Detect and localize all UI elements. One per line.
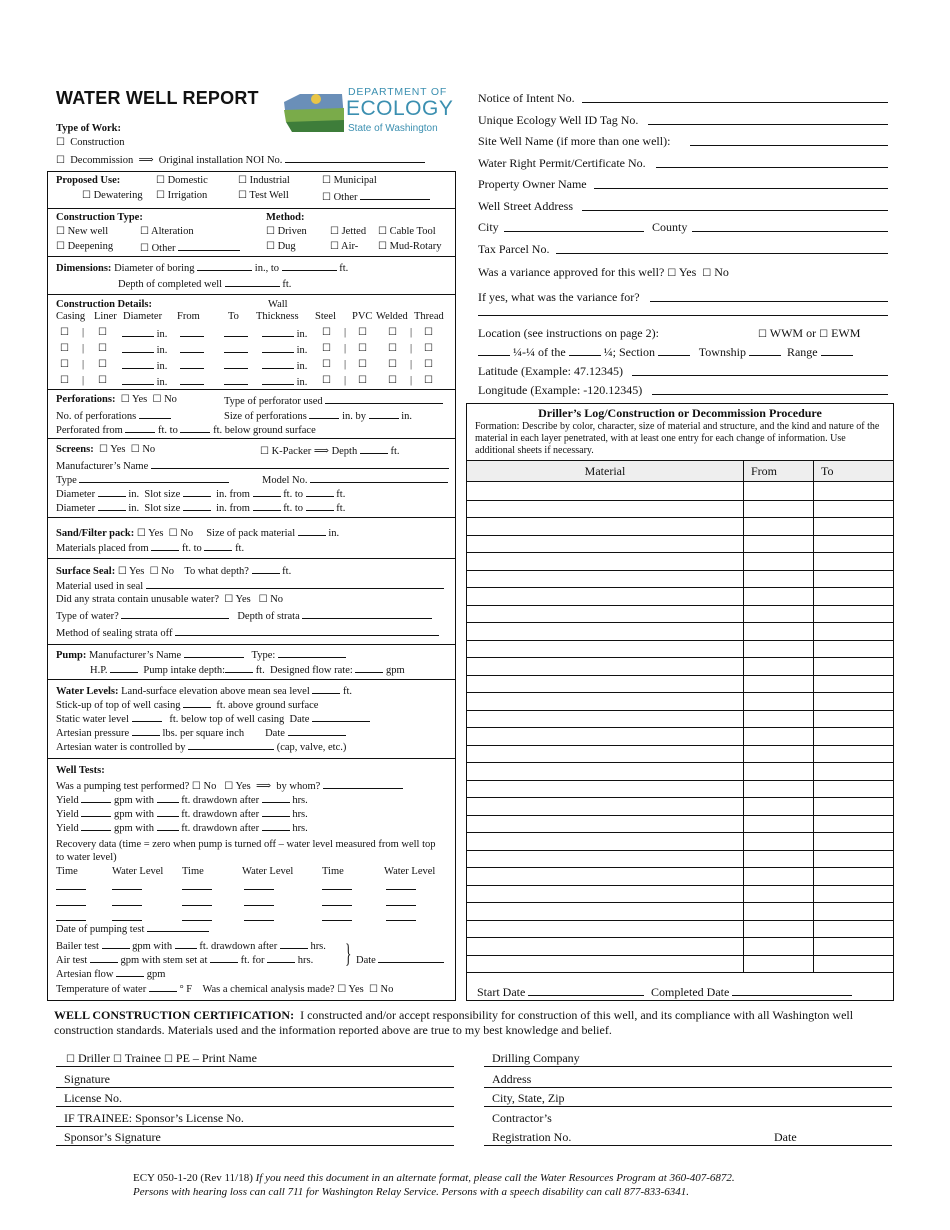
screens-section: Screens: ☐ Yes ☐ No ☐ K-Packer ⟹ Depth ft. Manufacturer’s Name Type Model No. Diameter in. Slot size in. from ft. to ft. Diameter in. Slot size in. from ft. to ft. bbox=[48, 439, 455, 518]
water-levels-section: Water Levels: Land-surface elevation above mean sea level ft. Stick-up of top of well casing ft. above ground surface Static water level ft. below top of well casing Date Artesian pressure lbs. per square inch Date Artesian water is controlled by (cap, valve, etc.) bbox=[48, 680, 455, 759]
recovery-field[interactable] bbox=[386, 905, 416, 906]
arrow-right-icon: ⟹ bbox=[313, 446, 329, 457]
recovery-field[interactable] bbox=[322, 920, 352, 921]
log-row-line bbox=[467, 937, 893, 938]
parcel-field[interactable]: Tax Parcel No. bbox=[478, 242, 888, 256]
recovery-field[interactable] bbox=[56, 920, 86, 921]
license-field[interactable]: License No. bbox=[56, 1091, 454, 1107]
latitude-field[interactable]: Latitude (Example: 47.12345) bbox=[478, 364, 888, 378]
log-row-line bbox=[467, 885, 893, 886]
log-row-line bbox=[467, 535, 893, 536]
trainee-license-field[interactable]: IF TRAINEE: Sponsor’s License No. bbox=[56, 1111, 454, 1127]
log-row-line bbox=[467, 902, 893, 903]
arrow-right-icon: ⟹ bbox=[138, 155, 154, 166]
log-row-line bbox=[467, 622, 893, 623]
washington-map-icon bbox=[282, 88, 346, 136]
pvc-checkbox[interactable]: ☐ bbox=[358, 327, 367, 338]
liner-checkbox[interactable]: ☐ bbox=[98, 343, 107, 354]
variance-question: Was a variance approved for this well? ☐ Yes ☐ No bbox=[478, 265, 729, 279]
log-row-line bbox=[467, 727, 893, 728]
logo-ecology: ECOLOGY bbox=[346, 97, 454, 120]
tag-field[interactable]: Unique Ecology Well ID Tag No. bbox=[478, 113, 888, 127]
casing-checkbox[interactable]: ☐ bbox=[60, 359, 69, 370]
pvc-checkbox[interactable]: ☐ bbox=[358, 343, 367, 354]
jetted-option[interactable]: ☐ Jetted bbox=[330, 226, 367, 237]
arrow-right-icon: ⟹ bbox=[255, 781, 272, 792]
company-address-field[interactable]: Address bbox=[484, 1072, 892, 1088]
recovery-field[interactable] bbox=[386, 889, 416, 890]
log-row-line bbox=[467, 850, 893, 851]
log-row-line bbox=[467, 780, 893, 781]
thread-checkbox[interactable]: ☐ bbox=[424, 375, 433, 386]
municipal-option[interactable]: ☐ Municipal bbox=[322, 175, 377, 186]
dewatering-option[interactable]: ☐ Dewatering bbox=[82, 190, 143, 201]
irrigation-option[interactable]: ☐ Irrigation bbox=[156, 190, 208, 201]
location-label: Location (see instructions on page 2): ☐ WWM or ☐ EWM bbox=[478, 326, 861, 340]
material-header: Material bbox=[467, 461, 743, 482]
sand-filter-section: Sand/Filter pack: ☐ Yes ☐ No Size of pack material in. Materials placed from ft. to ft. bbox=[48, 518, 455, 559]
boring-field[interactable] bbox=[197, 261, 252, 271]
footer: ECY 050-1-20 (Rev 11/18) If you need this document in an alternate format, please call the Water Resources Program at 360-407-6872. Persons with hearing loss can call 711 for Washington Relay Service. Persons with a speech disability can call 877-833-6341. bbox=[133, 1172, 735, 1198]
checkbox-icon[interactable]: ☐ bbox=[56, 137, 65, 148]
steel-checkbox[interactable]: ☐ bbox=[322, 359, 331, 370]
site-name-field[interactable]: Site Well Name (if more than one well): bbox=[478, 134, 888, 148]
driven-option[interactable]: ☐ Driven bbox=[266, 226, 307, 237]
boring-depth-field[interactable] bbox=[282, 261, 337, 271]
thread-checkbox[interactable]: ☐ bbox=[424, 359, 433, 370]
registration-field[interactable]: Registration No. Date bbox=[484, 1130, 892, 1146]
perforations-section: Perforations: ☐ Yes ☐ No Type of perforator used No. of perforations Size of perforations in. by in. Perforated from ft. to ft. below ground surface bbox=[48, 390, 455, 439]
well-tests-section: Well Tests: Was a pumping test performed? ☐ No ☐ Yes ⟹ by whom? Yield gpm with ft. drawdown after hrs. Yield gpm with ft. drawdown after hrs. Yield gpm with ft. drawdown after hrs. Recovery data (time = zero when pump is turned off – water level measured from well top to water level) Time Water Level Time Water Level Time Water Level Date of pumping test Bailer test gpm with ft. drawdown after hrs. Air test gpm with stem set at ft. for hrs. } Date Artesian flow gpm Temperature of water ° F Was a chemical analysis made? ☐ Yes ☐ No bbox=[48, 759, 455, 1000]
test-well-option[interactable]: ☐ Test Well bbox=[238, 190, 289, 201]
recovery-field[interactable] bbox=[244, 920, 274, 921]
log-row-line bbox=[467, 920, 893, 921]
variance-field[interactable]: If yes, what was the variance for? bbox=[478, 290, 888, 304]
notice-field[interactable]: Notice of Intent No. bbox=[478, 91, 888, 105]
casing-checkbox[interactable]: ☐ bbox=[60, 375, 69, 386]
log-row-line bbox=[467, 815, 893, 816]
log-row-line bbox=[467, 867, 893, 868]
permit-field[interactable]: Water Right Permit/Certificate No. bbox=[478, 156, 888, 170]
steel-checkbox[interactable]: ☐ bbox=[322, 343, 331, 354]
recovery-field[interactable] bbox=[386, 920, 416, 921]
log-header: Driller’s Log/Construction or Decommission Procedure Formation: Describe by color, character, size of material and structure, and the kind and nature of the material in each layer penetrated, with at least one entry for each change of information. Use additional sheets if necessary. bbox=[467, 404, 893, 461]
log-row-line bbox=[467, 570, 893, 571]
recovery-field[interactable] bbox=[112, 920, 142, 921]
steel-checkbox[interactable]: ☐ bbox=[322, 375, 331, 386]
alteration-option[interactable]: ☐ Alteration bbox=[140, 226, 194, 237]
log-row-line bbox=[467, 797, 893, 798]
recovery-field[interactable] bbox=[244, 905, 274, 906]
construction-type-section: Construction Type: Method: ☐ New well ☐ Alteration ☐ Driven ☐ Jetted ☐ Cable Tool ☐ Deepening ☐ Other ☐ Dug ☐ Air- ☐ Mud-Rotary bbox=[48, 209, 455, 257]
address-field[interactable]: Well Street Address bbox=[478, 199, 888, 213]
industrial-option[interactable]: ☐ Industrial bbox=[238, 175, 290, 186]
log-row-line bbox=[467, 745, 893, 746]
from-header: From bbox=[743, 461, 813, 482]
driller-name-field[interactable]: ☐ Driller ☐ Trainee ☐ PE – Print Name bbox=[56, 1051, 454, 1067]
log-row-line bbox=[467, 657, 893, 658]
log-row-line bbox=[467, 692, 893, 693]
city-state-zip-field[interactable]: City, State, Zip bbox=[484, 1091, 892, 1107]
plss-field[interactable]: ¼-¼ of the ¼; Section Township Range bbox=[478, 345, 888, 359]
log-row-line bbox=[467, 955, 893, 956]
construction-form bbox=[47, 171, 456, 1001]
decommission-option[interactable]: ☐ Decommission ⟹ Original installation NOI No. bbox=[56, 153, 425, 166]
completed-depth-field[interactable] bbox=[225, 277, 280, 287]
log-row-line bbox=[467, 972, 893, 973]
welded-checkbox[interactable]: ☐ bbox=[388, 359, 397, 370]
welded-checkbox[interactable]: ☐ bbox=[388, 375, 397, 386]
other-type-option[interactable]: ☐ Other bbox=[140, 241, 240, 254]
recovery-field[interactable] bbox=[182, 905, 212, 906]
steel-checkbox[interactable]: ☐ bbox=[322, 327, 331, 338]
thread-checkbox[interactable]: ☐ bbox=[424, 327, 433, 338]
company-field[interactable]: Drilling Company bbox=[484, 1051, 892, 1067]
log-row-line bbox=[467, 500, 893, 501]
welded-checkbox[interactable]: ☐ bbox=[388, 343, 397, 354]
welded-checkbox[interactable]: ☐ bbox=[388, 327, 397, 338]
recovery-field[interactable] bbox=[244, 889, 274, 890]
log-row-line bbox=[467, 675, 893, 676]
logo-state: State of Washington bbox=[348, 123, 438, 134]
log-row-line bbox=[467, 762, 893, 763]
contractor-label: Contractor’s bbox=[492, 1111, 552, 1125]
liner-checkbox[interactable]: ☐ bbox=[98, 359, 107, 370]
surface-seal-section: Surface Seal: ☐ Yes ☐ No To what depth? ft. Material used in seal Did any strata contain unusable water? ☐ Yes ☐ No Type of water? Depth of strata Method of sealing strata off bbox=[48, 559, 455, 645]
signature-field[interactable]: Signature bbox=[56, 1072, 454, 1088]
construction-option[interactable]: ☐ Construction bbox=[56, 137, 125, 148]
recovery-field[interactable] bbox=[112, 905, 142, 906]
drillers-log bbox=[466, 403, 894, 1001]
start-date-field[interactable]: Start Date bbox=[477, 985, 644, 1000]
noi-field[interactable] bbox=[285, 153, 425, 163]
recovery-field[interactable] bbox=[182, 889, 212, 890]
checkbox-icon[interactable]: ☐ bbox=[56, 155, 65, 166]
casing-checkbox[interactable]: ☐ bbox=[60, 327, 69, 338]
city-county-field[interactable]: City County bbox=[478, 220, 888, 234]
construction-details-section: Construction Details: Wall Casing Liner Diameter From To Thickness Steel PVC Welded Thread ☐ | ☐ in. in. ☐ | ☐ ☐ | ☐ ☐ | ☐ in. in. ☐ | ☐ ☐ | ☐ ☐ | ☐ in. in. ☐ | ☐ ☐ | ☐ ☐ | ☐ in. in. ☐ | ☐ ☐ | ☐ bbox=[48, 295, 455, 390]
log-row-line bbox=[467, 710, 893, 711]
mud-rotary-option[interactable]: ☐ Mud-Rotary bbox=[378, 241, 442, 252]
liner-checkbox[interactable]: ☐ bbox=[98, 327, 107, 338]
casing-checkbox[interactable]: ☐ bbox=[60, 343, 69, 354]
proposed-use-section: Proposed Use: ☐ Domestic ☐ Industrial ☐ Municipal ☐ Dewatering ☐ Irrigation ☐ Test Well ☐ Other bbox=[48, 172, 455, 209]
page-title: WATER WELL REPORT bbox=[56, 88, 259, 108]
new-well-option[interactable]: ☐ New well bbox=[56, 226, 109, 237]
dug-option[interactable]: ☐ Dug bbox=[266, 241, 296, 252]
cable-tool-option[interactable]: ☐ Cable Tool bbox=[378, 226, 436, 237]
pump-section: Pump: Manufacturer’s Name Type: H.P. Pump intake depth: ft. Designed flow rate: gpm bbox=[48, 645, 455, 680]
dimensions-section: Dimensions: Diameter of boring in., to ft. Depth of completed well ft. bbox=[48, 257, 455, 295]
recovery-field[interactable] bbox=[112, 889, 142, 890]
liner-checkbox[interactable]: ☐ bbox=[98, 375, 107, 386]
pvc-checkbox[interactable]: ☐ bbox=[358, 359, 367, 370]
sponsor-signature-field[interactable]: Sponsor’s Signature bbox=[56, 1130, 454, 1146]
logo-dept: DEPARTMENT OF bbox=[348, 86, 448, 98]
recovery-field[interactable] bbox=[322, 889, 352, 890]
log-row-line bbox=[467, 640, 893, 641]
longitude-field[interactable]: Longitude (Example: -120.12345) bbox=[478, 383, 888, 397]
brace-icon: } bbox=[345, 939, 352, 968]
log-row-line bbox=[467, 832, 893, 833]
air-option[interactable]: ☐ Air- bbox=[330, 241, 359, 252]
log-row-line bbox=[467, 517, 893, 518]
deepening-option[interactable]: ☐ Deepening bbox=[56, 241, 114, 252]
domestic-option[interactable]: ☐ Domestic bbox=[156, 175, 208, 186]
to-header: To bbox=[813, 461, 893, 482]
log-row-line bbox=[467, 605, 893, 606]
other-use-option[interactable]: ☐ Other bbox=[322, 190, 430, 203]
log-row-line bbox=[467, 552, 893, 553]
owner-field[interactable]: Property Owner Name bbox=[478, 177, 888, 191]
log-row-line bbox=[467, 587, 893, 588]
recovery-field[interactable] bbox=[56, 889, 86, 890]
recovery-field[interactable] bbox=[182, 920, 212, 921]
ecology-logo bbox=[282, 86, 454, 138]
recovery-field[interactable] bbox=[322, 905, 352, 906]
thread-checkbox[interactable]: ☐ bbox=[424, 343, 433, 354]
completed-date-field[interactable]: Completed Date bbox=[651, 985, 852, 1000]
type-of-work-label: Type of Work: bbox=[56, 123, 121, 134]
certification: WELL CONSTRUCTION CERTIFICATION: I constructed and/or accept responsibility for construction of this well, and its compliance with all Washington well construction standards. Materials used and the information reported above are true to my best knowledge and belief. bbox=[54, 1008, 854, 1037]
pvc-checkbox[interactable]: ☐ bbox=[358, 375, 367, 386]
recovery-field[interactable] bbox=[56, 905, 86, 906]
